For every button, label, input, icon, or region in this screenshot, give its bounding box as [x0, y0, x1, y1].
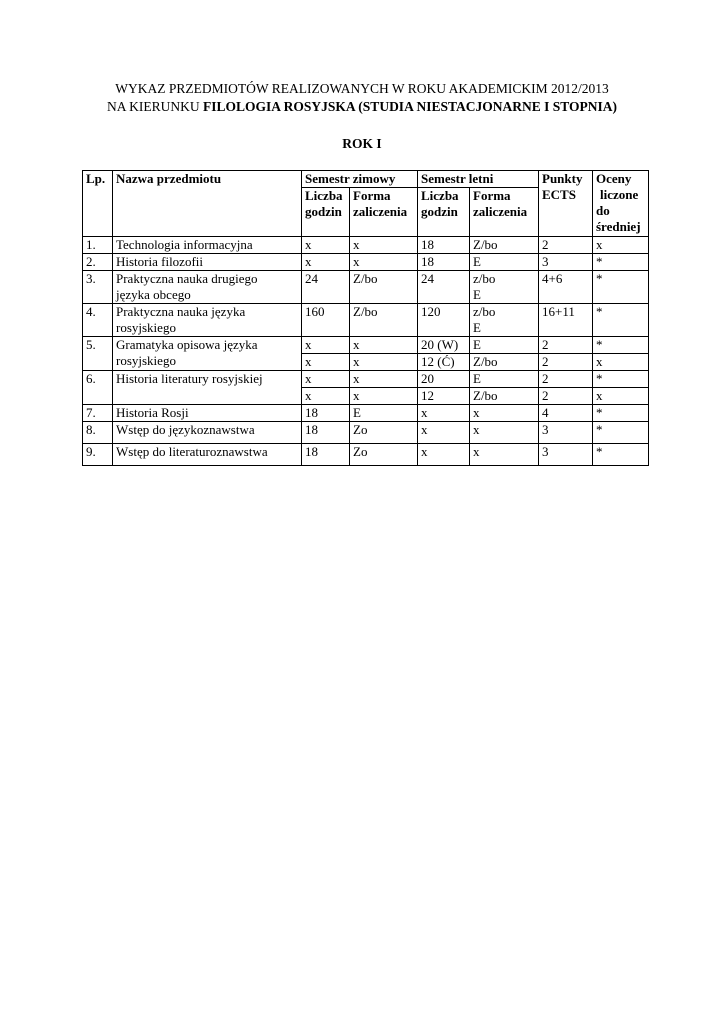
title-program: FILOLOGIA ROSYJSKA (STUDIA NIESTACJONARNE I STOPNIA): [203, 99, 617, 114]
cell-grades: *: [593, 337, 649, 354]
header-grades: [593, 171, 649, 237]
cell-grades: *: [593, 444, 649, 466]
cell-summer-form: E: [470, 254, 539, 271]
cell-lp: 4.: [83, 304, 113, 337]
cell-winter-form: x: [350, 371, 418, 388]
table-row: [83, 237, 649, 254]
table-row: [83, 271, 649, 304]
summer-hours-line2: godzin: [421, 204, 458, 219]
summer-form-line1: Forma: [473, 188, 511, 203]
header-grades-line3: do: [596, 203, 610, 218]
cell-summer-form: x: [470, 405, 539, 422]
cell-name: Wstęp do literaturoznawstwa: [113, 444, 302, 466]
cell-summer-hours: x: [418, 444, 470, 466]
cell-name: Historia literatury rosyjskiej: [113, 371, 302, 405]
cell-summer-hours: 20 (W): [418, 337, 470, 354]
winter-form-line1: Forma: [353, 188, 391, 203]
cell-summer-form: E: [470, 371, 539, 388]
table-row: [83, 337, 649, 354]
cell-grades: *: [593, 254, 649, 271]
cell-name: [113, 304, 302, 337]
cell-lp: 7.: [83, 405, 113, 422]
cell-winter-hours: 18: [302, 422, 350, 444]
cell-summer-hours: 12 (Ć): [418, 354, 470, 371]
cell-summer-form-line1: z/bo: [473, 271, 496, 286]
cell-summer-form: Z/bo: [470, 354, 539, 371]
cell-winter-hours: 18: [302, 444, 350, 466]
cell-summer-form: [470, 271, 539, 304]
cell-name: Historia filozofii: [113, 254, 302, 271]
cell-name: [113, 271, 302, 304]
cell-summer-hours: 24: [418, 271, 470, 304]
cell-summer-form-line2: E: [473, 287, 481, 302]
cell-lp: 8.: [83, 422, 113, 444]
cell-ects: 4: [539, 405, 593, 422]
cell-winter-form: x: [350, 388, 418, 405]
cell-ects: 2: [539, 354, 593, 371]
cell-grades: *: [593, 271, 649, 304]
header-winter: Semestr zimowy: [302, 171, 418, 188]
cell-ects: 3: [539, 254, 593, 271]
header-name: Nazwa przedmiotu: [113, 171, 302, 237]
cell-summer-form: [470, 304, 539, 337]
table-row: [83, 304, 649, 337]
cell-summer-form-line1: z/bo: [473, 304, 496, 319]
summer-hours-line1: Liczba: [421, 188, 459, 203]
cell-grades: x: [593, 354, 649, 371]
cell-lp: 1.: [83, 237, 113, 254]
cell-grades: *: [593, 405, 649, 422]
cell-grades: *: [593, 422, 649, 444]
cell-grades: *: [593, 304, 649, 337]
header-winter-form: [350, 188, 418, 237]
header-grades-line4: średniej: [596, 219, 641, 234]
cell-ects: 2: [539, 388, 593, 405]
cell-lp: 5.: [83, 337, 113, 371]
table-row: [83, 371, 649, 388]
cell-name: [113, 337, 302, 371]
header-summer-hours: [418, 188, 470, 237]
table-row: [83, 444, 649, 466]
header-winter-hours: [302, 188, 350, 237]
table-row: [83, 254, 649, 271]
cell-winter-form: Z/bo: [350, 304, 418, 337]
winter-hours-line2: godzin: [305, 204, 342, 219]
cell-summer-form-line2: E: [473, 320, 481, 335]
cell-lp: 6.: [83, 371, 113, 405]
cell-winter-form: x: [350, 254, 418, 271]
cell-summer-form: x: [470, 444, 539, 466]
cell-winter-form: Z/bo: [350, 271, 418, 304]
cell-summer-hours: x: [418, 422, 470, 444]
document-title-line1: WYKAZ PRZEDMIOTÓW REALIZOWANYCH W ROKU AKADEMICKIM 2012/2013: [115, 81, 609, 96]
cell-name-line1: Praktyczna nauka drugiego: [116, 271, 258, 286]
cell-ects: 2: [539, 237, 593, 254]
cell-winter-form: E: [350, 405, 418, 422]
header-ects-line2: ECTS: [542, 187, 576, 202]
header-ects: [539, 171, 593, 237]
cell-ects: 3: [539, 444, 593, 466]
cell-summer-hours: 12: [418, 388, 470, 405]
cell-winter-form: Zo: [350, 444, 418, 466]
cell-name-line2: rosyjskiego: [116, 320, 176, 335]
header-summer-form: [470, 188, 539, 237]
cell-winter-hours: x: [302, 337, 350, 354]
cell-ects: 16+11: [539, 304, 593, 337]
cell-summer-form: E: [470, 337, 539, 354]
cell-winter-form: x: [350, 337, 418, 354]
document-title-line2: [0, 98, 724, 115]
cell-grades: x: [593, 388, 649, 405]
cell-summer-form: x: [470, 422, 539, 444]
cell-winter-hours: 160: [302, 304, 350, 337]
table-header-row: [83, 171, 649, 188]
cell-summer-form: Z/bo: [470, 388, 539, 405]
cell-ects: 3: [539, 422, 593, 444]
cell-summer-hours: x: [418, 405, 470, 422]
cell-summer-hours: 120: [418, 304, 470, 337]
header-ects-line1: Punkty: [542, 171, 583, 186]
cell-winter-hours: 18: [302, 405, 350, 422]
cell-name: Technologia informacyjna: [113, 237, 302, 254]
cell-winter-hours: x: [302, 237, 350, 254]
courses-table: [82, 170, 649, 466]
cell-name: Wstęp do językoznawstwa: [113, 422, 302, 444]
cell-name: Historia Rosji: [113, 405, 302, 422]
header-grades-line2: liczone: [600, 187, 639, 202]
cell-lp: 3.: [83, 271, 113, 304]
cell-lp: 9.: [83, 444, 113, 466]
cell-winter-hours: x: [302, 254, 350, 271]
year-heading: ROK I: [342, 136, 382, 151]
cell-name-line2: języka obcego: [116, 287, 191, 302]
header-lp: Lp.: [83, 171, 113, 237]
header-grades-line1: Oceny: [596, 171, 632, 186]
winter-hours-line1: Liczba: [305, 188, 343, 203]
cell-ects: 4+6: [539, 271, 593, 304]
title-prefix: NA KIERUNKU: [107, 99, 204, 114]
cell-ects: 2: [539, 337, 593, 354]
cell-summer-hours: 18: [418, 237, 470, 254]
cell-ects: 2: [539, 371, 593, 388]
cell-name-line1: Praktyczna nauka języka: [116, 304, 246, 319]
cell-summer-form: Z/bo: [470, 237, 539, 254]
cell-name-line2: rosyjskiego: [116, 353, 176, 368]
table-row: [83, 405, 649, 422]
cell-winter-form: x: [350, 354, 418, 371]
cell-winter-hours: x: [302, 388, 350, 405]
cell-grades: x: [593, 237, 649, 254]
winter-form-line2: zaliczenia: [353, 204, 408, 219]
cell-winter-hours: 24: [302, 271, 350, 304]
cell-winter-form: Zo: [350, 422, 418, 444]
header-summer: Semestr letni: [418, 171, 539, 188]
cell-winter-hours: x: [302, 354, 350, 371]
cell-winter-hours: x: [302, 371, 350, 388]
cell-summer-hours: 20: [418, 371, 470, 388]
cell-grades: *: [593, 371, 649, 388]
summer-form-line2: zaliczenia: [473, 204, 528, 219]
cell-summer-hours: 18: [418, 254, 470, 271]
cell-winter-form: x: [350, 237, 418, 254]
table-row: [83, 422, 649, 444]
cell-lp: 2.: [83, 254, 113, 271]
cell-name-line1: Gramatyka opisowa języka: [116, 337, 258, 352]
